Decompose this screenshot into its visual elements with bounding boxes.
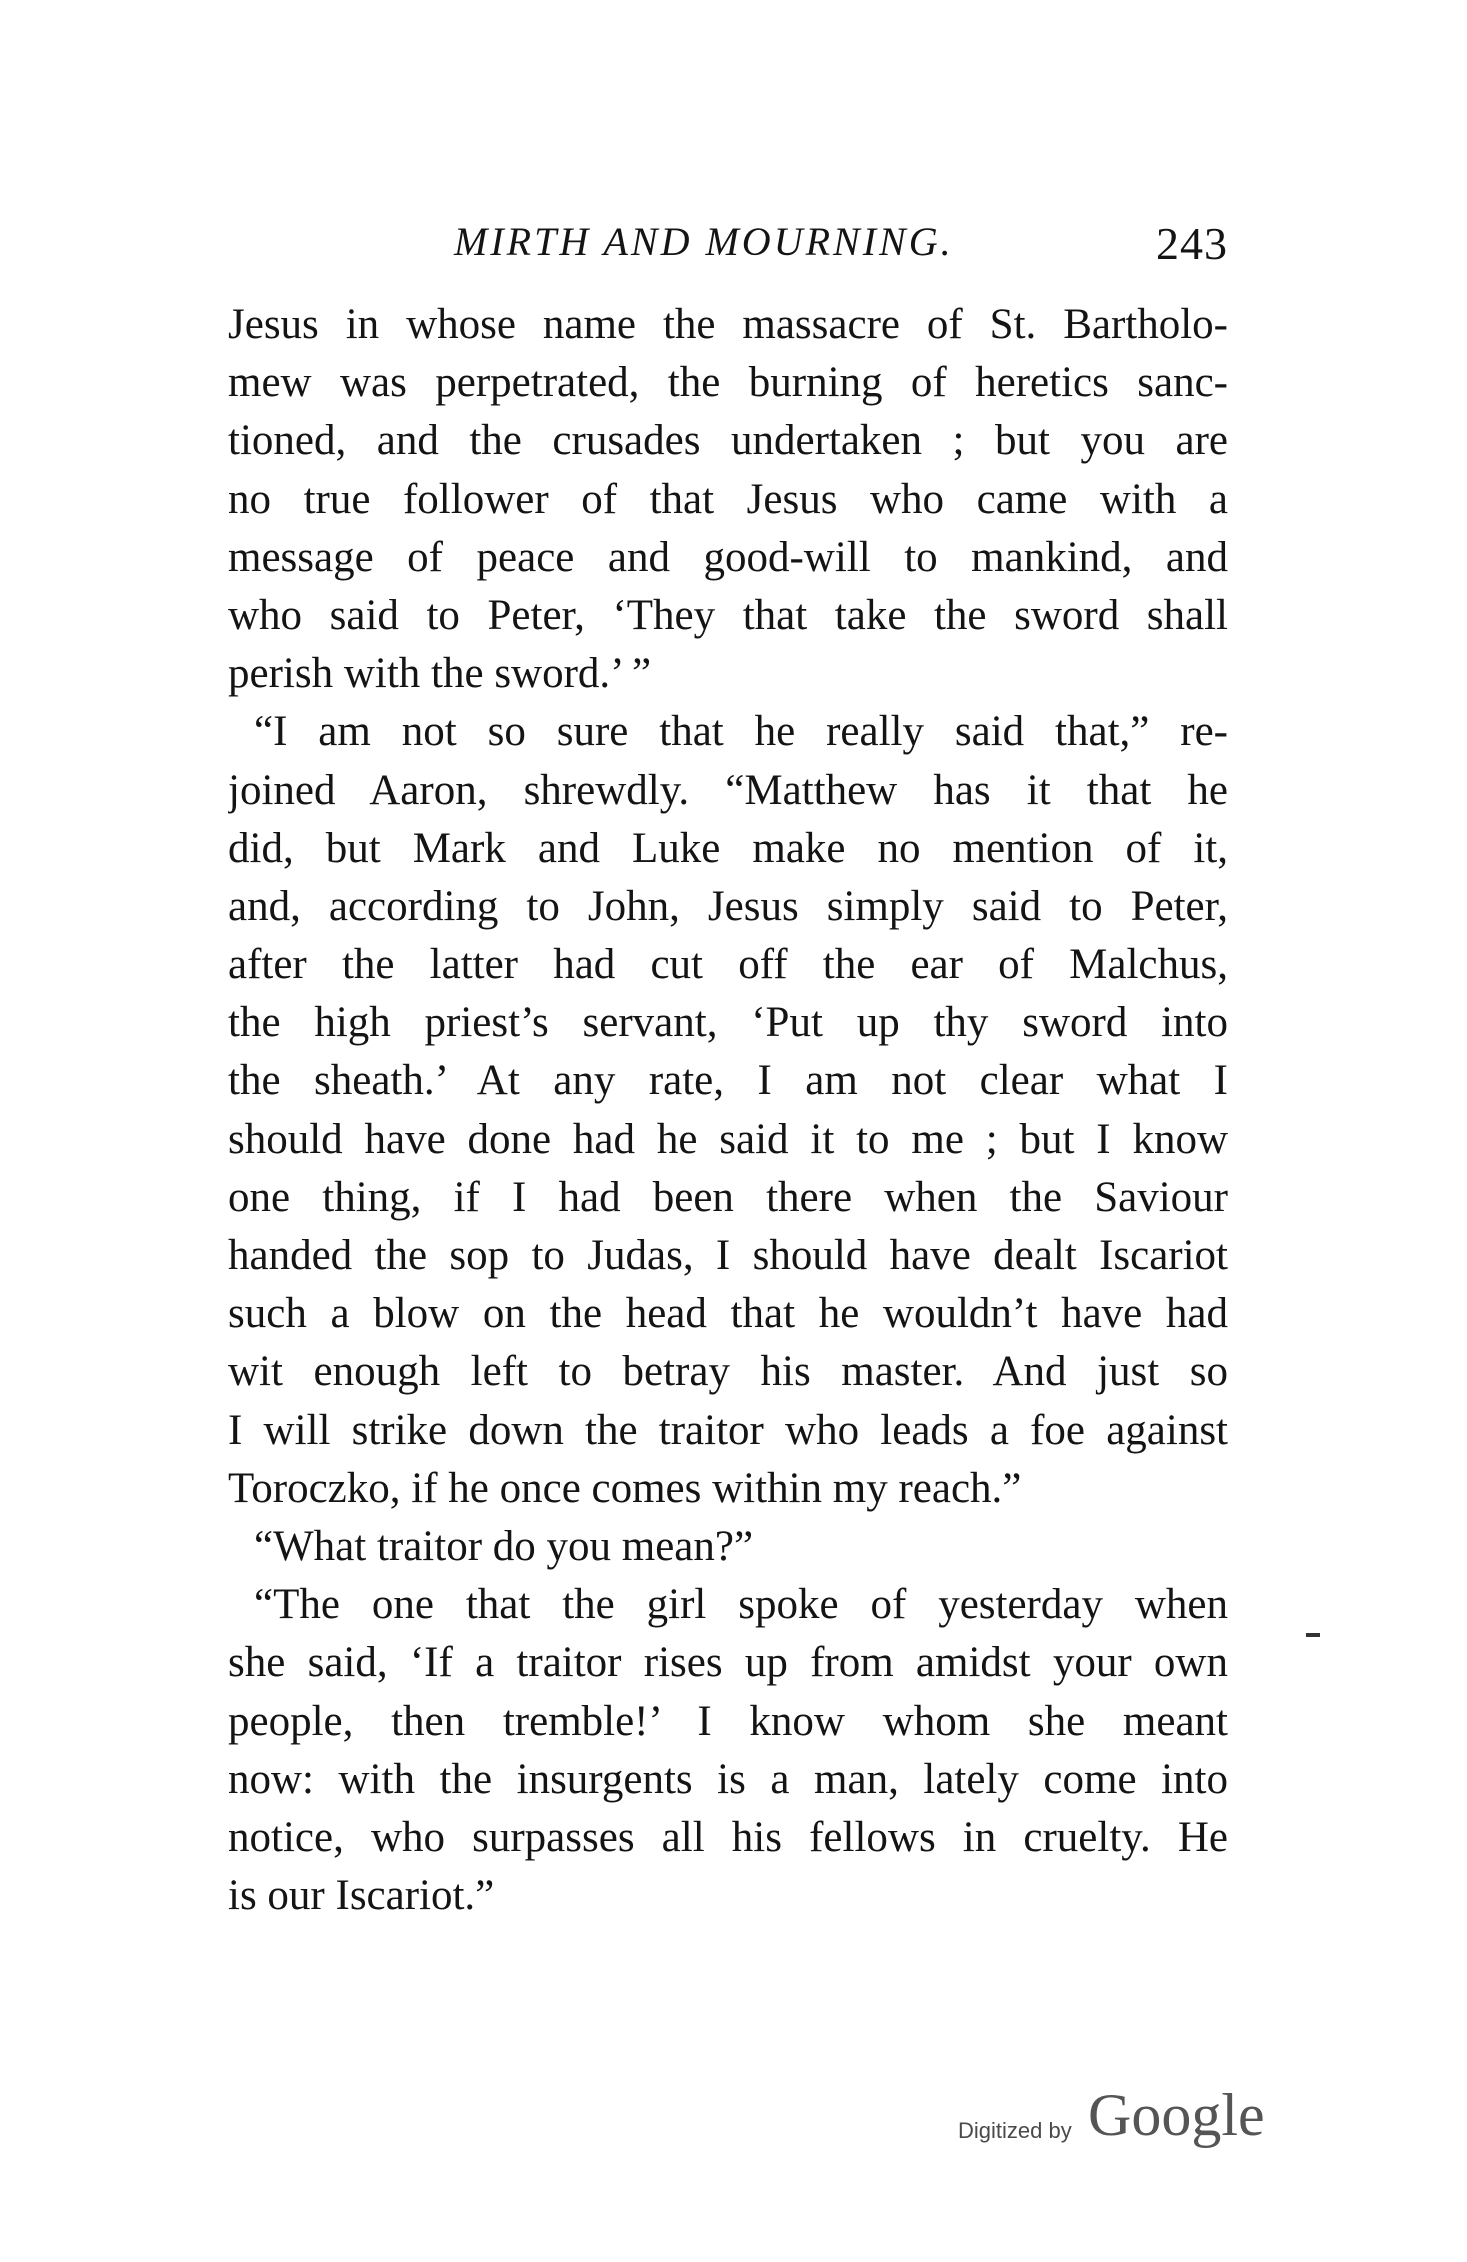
text-line: Jesus in whose name the massacre of St. Bartholo- (228, 301, 1228, 348)
text-line: she said, ‘If a traitor rises up from amidst your own (228, 1639, 1228, 1687)
text-line: handed the sop to Judas, I should have dealt Iscariot (228, 1232, 1228, 1279)
text-line: wit enough left to betray his master. And just so (228, 1348, 1228, 1396)
watermark-caption: Digitized by (958, 2118, 1072, 2143)
page-number: 243 (1156, 218, 1228, 269)
text-line: message of peace and good-will to mankind, and (228, 533, 1228, 581)
margin-mark (1306, 1633, 1320, 1637)
text-line: perish with the sword.’ ” (228, 650, 652, 698)
text-line: such a blow on the head that he wouldn’t have had (228, 1290, 1228, 1338)
text-line: did, but Mark and Luke make no mention of it, (228, 824, 1228, 872)
text-line: who said to Peter, ‘They that take the sword shall (228, 591, 1228, 639)
text-line: “What traitor do you mean?” (254, 1522, 754, 1570)
running-head (228, 210, 1228, 270)
text-line: now: with the insurgents is a man, lately come into (228, 1755, 1228, 1803)
digitization-watermark (958, 2078, 1265, 2158)
text-line: “I am not so sure that he really said that,” re- (254, 708, 1228, 756)
text-line: should have done had he said it to me ; but I know (228, 1115, 1228, 1163)
text-line: is our Iscariot.” (228, 1872, 495, 1920)
text-line: people, then tremble!’ I know whom she meant (228, 1697, 1228, 1745)
body-text (228, 296, 1228, 1925)
text-line: one thing, if I had been there when the Saviour (228, 1173, 1228, 1221)
text-line: notice, who surpasses all his fellows in cruelty. He (228, 1813, 1228, 1861)
text-line: and, according to John, Jesus simply said to Peter, (228, 882, 1228, 930)
running-title: MIRTH AND MOURNING. (454, 219, 954, 264)
watermark-logo: Google (1088, 2082, 1265, 2148)
text-line: the high priest’s servant, ‘Put up thy sword into (228, 999, 1228, 1047)
text-line: I will strike down the traitor who leads a foe against (228, 1406, 1228, 1454)
text-line: the sheath.’ At any rate, I am not clear what I (228, 1057, 1228, 1105)
text-line: no true follower of that Jesus who came with a (228, 475, 1228, 523)
text-line: mew was perpetrated, the burning of heretics sanc- (228, 359, 1228, 407)
text-line: “The one that the girl spoke of yesterday when (254, 1581, 1228, 1629)
text-line: joined Aaron, shrewdly. “Matthew has it that he (228, 766, 1228, 814)
text-line: after the latter had cut off the ear of Malchus, (228, 941, 1228, 989)
text-line: tioned, and the crusades undertaken ; but you are (228, 417, 1228, 465)
text-line: Toroczko, if he once comes within my reach.” (228, 1464, 1022, 1512)
